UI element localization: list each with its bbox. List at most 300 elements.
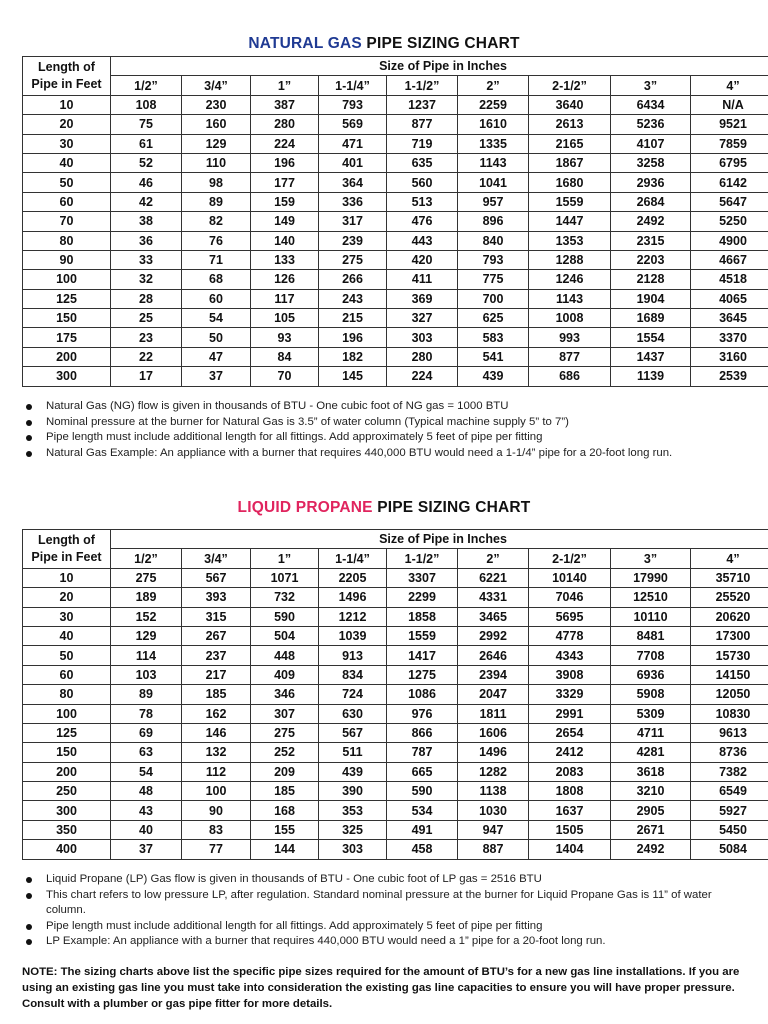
- btu-capacity-cell: 38: [111, 212, 182, 231]
- note-item: [22, 934, 742, 950]
- btu-capacity-cell: 129: [182, 134, 251, 153]
- table-row: [23, 723, 768, 742]
- pipe-length-cell: 200: [23, 347, 111, 366]
- pipe-length-cell: 100: [23, 704, 111, 723]
- pipe-length-cell: 300: [23, 367, 111, 386]
- btu-capacity-cell: 2991: [529, 704, 611, 723]
- pipe-size-header: 3/4”: [182, 76, 251, 95]
- btu-capacity-cell: 196: [251, 153, 319, 172]
- pipe-size-header: 1”: [251, 76, 319, 95]
- btu-capacity-cell: 364: [319, 173, 387, 192]
- btu-capacity-cell: 1288: [529, 250, 611, 269]
- propane-table: [22, 529, 768, 860]
- btu-capacity-cell: 12050: [691, 685, 768, 704]
- bullet-icon: [26, 877, 32, 883]
- pipe-size-header: 4”: [691, 76, 768, 95]
- btu-capacity-cell: 2613: [529, 115, 611, 134]
- pipe-length-cell: 30: [23, 607, 111, 626]
- pipe-length-cell: 10: [23, 568, 111, 587]
- btu-capacity-cell: 15730: [691, 646, 768, 665]
- pipe-size-header-row: [23, 76, 768, 95]
- table-row: [23, 367, 768, 386]
- note-item: [22, 446, 742, 462]
- pipe-size-header: 2”: [458, 549, 529, 568]
- pipe-length-cell: 60: [23, 665, 111, 684]
- btu-capacity-cell: 6936: [611, 665, 691, 684]
- table-row: [23, 762, 768, 781]
- propane-table-body: [23, 568, 768, 859]
- btu-capacity-cell: 5250: [691, 212, 768, 231]
- btu-capacity-cell: 840: [458, 231, 529, 250]
- pipe-size-header-row: [23, 549, 768, 568]
- btu-capacity-cell: 61: [111, 134, 182, 153]
- table-row: [23, 173, 768, 192]
- btu-capacity-cell: 83: [182, 820, 251, 839]
- btu-capacity-cell: 230: [182, 95, 251, 114]
- note-item: [22, 919, 742, 935]
- pipe-size-header: 1-1/4”: [319, 549, 387, 568]
- btu-capacity-cell: 155: [251, 820, 319, 839]
- btu-capacity-cell: 387: [251, 95, 319, 114]
- btu-capacity-cell: 63: [111, 743, 182, 762]
- pipe-length-cell: 40: [23, 626, 111, 645]
- bullet-icon: [26, 924, 32, 930]
- btu-capacity-cell: 117: [251, 289, 319, 308]
- btu-capacity-cell: 224: [387, 367, 458, 386]
- btu-capacity-cell: 1041: [458, 173, 529, 192]
- natural-gas-table: [22, 56, 768, 387]
- btu-capacity-cell: 37: [111, 840, 182, 859]
- btu-capacity-cell: 239: [319, 231, 387, 250]
- btu-capacity-cell: 635: [387, 153, 458, 172]
- btu-capacity-cell: 3370: [691, 328, 768, 347]
- btu-capacity-cell: 54: [182, 309, 251, 328]
- btu-capacity-cell: 1505: [529, 820, 611, 839]
- btu-capacity-cell: 1417: [387, 646, 458, 665]
- btu-capacity-cell: 896: [458, 212, 529, 231]
- btu-capacity-cell: 5309: [611, 704, 691, 723]
- btu-capacity-cell: 2671: [611, 820, 691, 839]
- btu-capacity-cell: 189: [111, 588, 182, 607]
- table-row: [23, 568, 768, 587]
- btu-capacity-cell: 275: [111, 568, 182, 587]
- length-header-line2: Pipe in Feet: [31, 76, 102, 91]
- btu-capacity-cell: 69: [111, 723, 182, 742]
- btu-capacity-cell: 5084: [691, 840, 768, 859]
- btu-capacity-cell: 182: [319, 347, 387, 366]
- propane-notes: [22, 872, 742, 950]
- note-text: This chart refers to low pressure LP, after regulation. Standard nominal pressure at the burner for Liquid Propane Gas is 11” of water column.: [46, 888, 712, 917]
- btu-capacity-cell: 70: [251, 367, 319, 386]
- pipe-size-header: 1-1/4”: [319, 76, 387, 95]
- btu-capacity-cell: 4711: [611, 723, 691, 742]
- btu-capacity-cell: 4331: [458, 588, 529, 607]
- btu-capacity-cell: 583: [458, 328, 529, 347]
- btu-capacity-cell: 1496: [319, 588, 387, 607]
- btu-capacity-cell: 32: [111, 270, 182, 289]
- note-item: [22, 888, 742, 919]
- length-header: [23, 530, 111, 569]
- btu-capacity-cell: 630: [319, 704, 387, 723]
- pipe-length-cell: 50: [23, 173, 111, 192]
- natural-gas-table-body: [23, 95, 768, 386]
- btu-capacity-cell: 6221: [458, 568, 529, 587]
- btu-capacity-cell: 132: [182, 743, 251, 762]
- pipe-length-cell: 50: [23, 646, 111, 665]
- btu-capacity-cell: 47: [182, 347, 251, 366]
- btu-capacity-cell: 1610: [458, 115, 529, 134]
- btu-capacity-cell: 877: [529, 347, 611, 366]
- btu-capacity-cell: 976: [387, 704, 458, 723]
- table-row: [23, 347, 768, 366]
- btu-capacity-cell: 7708: [611, 646, 691, 665]
- size-header: Size of Pipe in Inches: [111, 530, 768, 549]
- btu-capacity-cell: 1275: [387, 665, 458, 684]
- btu-capacity-cell: 105: [251, 309, 319, 328]
- btu-capacity-cell: 1811: [458, 704, 529, 723]
- btu-capacity-cell: 1071: [251, 568, 319, 587]
- btu-capacity-cell: 4107: [611, 134, 691, 153]
- table-row: [23, 289, 768, 308]
- pipe-length-cell: 10: [23, 95, 111, 114]
- btu-capacity-cell: 103: [111, 665, 182, 684]
- table-row: [23, 704, 768, 723]
- btu-capacity-cell: 534: [387, 801, 458, 820]
- btu-capacity-cell: 439: [319, 762, 387, 781]
- btu-capacity-cell: 82: [182, 212, 251, 231]
- pipe-size-header: 3”: [611, 549, 691, 568]
- btu-capacity-cell: 1237: [387, 95, 458, 114]
- btu-capacity-cell: 2259: [458, 95, 529, 114]
- note-item: [22, 872, 742, 888]
- btu-capacity-cell: 84: [251, 347, 319, 366]
- btu-capacity-cell: 40: [111, 820, 182, 839]
- note-text: Pipe length must include additional length for all fittings. Add approximately 5 feet of pipe per fitting: [46, 431, 543, 444]
- btu-capacity-cell: 1143: [458, 153, 529, 172]
- pipe-length-cell: 90: [23, 250, 111, 269]
- btu-capacity-cell: 6142: [691, 173, 768, 192]
- btu-capacity-cell: 162: [182, 704, 251, 723]
- note-item: [22, 430, 742, 446]
- btu-capacity-cell: 560: [387, 173, 458, 192]
- btu-capacity-cell: 6549: [691, 782, 768, 801]
- btu-capacity-cell: 5927: [691, 801, 768, 820]
- btu-capacity-cell: 700: [458, 289, 529, 308]
- btu-capacity-cell: 2165: [529, 134, 611, 153]
- btu-capacity-cell: 315: [182, 607, 251, 626]
- btu-capacity-cell: 152: [111, 607, 182, 626]
- btu-capacity-cell: 1559: [387, 626, 458, 645]
- btu-capacity-cell: 887: [458, 840, 529, 859]
- btu-capacity-cell: 275: [251, 723, 319, 742]
- btu-capacity-cell: 2684: [611, 192, 691, 211]
- btu-capacity-cell: 5236: [611, 115, 691, 134]
- btu-capacity-cell: 317: [319, 212, 387, 231]
- btu-capacity-cell: 957: [458, 192, 529, 211]
- note-text: Pipe length must include additional length for all fittings. Add approximately 5 feet of pipe per fitting: [46, 919, 543, 932]
- length-header-line1: Length of: [38, 532, 95, 547]
- btu-capacity-cell: 1496: [458, 743, 529, 762]
- btu-capacity-cell: 90: [182, 801, 251, 820]
- btu-capacity-cell: 513: [387, 192, 458, 211]
- btu-capacity-cell: 1335: [458, 134, 529, 153]
- btu-capacity-cell: 5647: [691, 192, 768, 211]
- pipe-length-cell: 40: [23, 153, 111, 172]
- note-text: Natural Gas Example: An appliance with a burner that requires 440,000 BTU would need a 1-1/4” pipe for a 20-foot long run.: [46, 446, 673, 459]
- btu-capacity-cell: 877: [387, 115, 458, 134]
- btu-capacity-cell: 411: [387, 270, 458, 289]
- table-row: [23, 588, 768, 607]
- pipe-size-header: 2-1/2”: [529, 76, 611, 95]
- btu-capacity-cell: 1858: [387, 607, 458, 626]
- btu-capacity-cell: 196: [319, 328, 387, 347]
- btu-capacity-cell: 275: [319, 250, 387, 269]
- btu-capacity-cell: 303: [387, 328, 458, 347]
- btu-capacity-cell: 1353: [529, 231, 611, 250]
- btu-capacity-cell: 732: [251, 588, 319, 607]
- btu-capacity-cell: 98: [182, 173, 251, 192]
- btu-capacity-cell: 2394: [458, 665, 529, 684]
- btu-capacity-cell: 793: [458, 250, 529, 269]
- btu-capacity-cell: 185: [182, 685, 251, 704]
- note-text: LP Example: An appliance with a burner that requires 440,000 BTU would need a 1” pipe for a 20-foot long run.: [46, 935, 606, 948]
- pipe-length-cell: 175: [23, 328, 111, 347]
- length-header-line1: Length of: [38, 59, 95, 74]
- table-row: [23, 134, 768, 153]
- btu-capacity-cell: 471: [319, 134, 387, 153]
- btu-capacity-cell: 1139: [611, 367, 691, 386]
- btu-capacity-cell: 569: [319, 115, 387, 134]
- btu-capacity-cell: 1559: [529, 192, 611, 211]
- btu-capacity-cell: 23: [111, 328, 182, 347]
- note-item: [22, 399, 742, 415]
- btu-capacity-cell: 1447: [529, 212, 611, 231]
- pipe-size-header: 1/2”: [111, 76, 182, 95]
- btu-capacity-cell: 28: [111, 289, 182, 308]
- btu-capacity-cell: 2128: [611, 270, 691, 289]
- btu-capacity-cell: 476: [387, 212, 458, 231]
- btu-capacity-cell: 3210: [611, 782, 691, 801]
- btu-capacity-cell: 185: [251, 782, 319, 801]
- btu-capacity-cell: 17: [111, 367, 182, 386]
- btu-capacity-cell: 775: [458, 270, 529, 289]
- natural-gas-title-highlight: NATURAL GAS: [248, 35, 362, 52]
- btu-capacity-cell: 110: [182, 153, 251, 172]
- btu-capacity-cell: 993: [529, 328, 611, 347]
- pipe-length-cell: 60: [23, 192, 111, 211]
- btu-capacity-cell: 1689: [611, 309, 691, 328]
- btu-capacity-cell: 149: [251, 212, 319, 231]
- length-header: [23, 57, 111, 96]
- btu-capacity-cell: 177: [251, 173, 319, 192]
- btu-capacity-cell: 1008: [529, 309, 611, 328]
- btu-capacity-cell: 280: [251, 115, 319, 134]
- btu-capacity-cell: 2083: [529, 762, 611, 781]
- btu-capacity-cell: 1143: [529, 289, 611, 308]
- btu-capacity-cell: 390: [319, 782, 387, 801]
- pipe-length-cell: 150: [23, 743, 111, 762]
- pipe-length-cell: 400: [23, 840, 111, 859]
- bullet-icon: [26, 404, 32, 410]
- table-row: [23, 626, 768, 645]
- btu-capacity-cell: 126: [251, 270, 319, 289]
- btu-capacity-cell: 4065: [691, 289, 768, 308]
- btu-capacity-cell: 3618: [611, 762, 691, 781]
- btu-capacity-cell: 114: [111, 646, 182, 665]
- btu-capacity-cell: 89: [182, 192, 251, 211]
- btu-capacity-cell: 325: [319, 820, 387, 839]
- btu-capacity-cell: 1086: [387, 685, 458, 704]
- btu-capacity-cell: 37: [182, 367, 251, 386]
- btu-capacity-cell: 93: [251, 328, 319, 347]
- btu-capacity-cell: 448: [251, 646, 319, 665]
- btu-capacity-cell: 267: [182, 626, 251, 645]
- table-row: [23, 192, 768, 211]
- table-row: [23, 328, 768, 347]
- btu-capacity-cell: 54: [111, 762, 182, 781]
- btu-capacity-cell: 75: [111, 115, 182, 134]
- btu-capacity-cell: 1606: [458, 723, 529, 742]
- btu-capacity-cell: 1808: [529, 782, 611, 801]
- btu-capacity-cell: 252: [251, 743, 319, 762]
- btu-capacity-cell: N/A: [691, 95, 768, 114]
- btu-capacity-cell: 353: [319, 801, 387, 820]
- btu-capacity-cell: 140: [251, 231, 319, 250]
- btu-capacity-cell: 20620: [691, 607, 768, 626]
- propane-title-rest: PIPE SIZING CHART: [372, 499, 531, 516]
- btu-capacity-cell: 504: [251, 626, 319, 645]
- table-row: [23, 665, 768, 684]
- table-row: [23, 743, 768, 762]
- btu-capacity-cell: 3160: [691, 347, 768, 366]
- bullet-icon: [26, 451, 32, 457]
- btu-capacity-cell: 793: [319, 95, 387, 114]
- pipe-length-cell: 70: [23, 212, 111, 231]
- btu-capacity-cell: 2205: [319, 568, 387, 587]
- btu-capacity-cell: 1138: [458, 782, 529, 801]
- btu-capacity-cell: 2992: [458, 626, 529, 645]
- btu-capacity-cell: 2299: [387, 588, 458, 607]
- btu-capacity-cell: 9613: [691, 723, 768, 742]
- btu-capacity-cell: 719: [387, 134, 458, 153]
- btu-capacity-cell: 4900: [691, 231, 768, 250]
- table-row: [23, 115, 768, 134]
- btu-capacity-cell: 834: [319, 665, 387, 684]
- table-row: [23, 685, 768, 704]
- btu-capacity-cell: 17990: [611, 568, 691, 587]
- pipe-size-header: 1”: [251, 549, 319, 568]
- btu-capacity-cell: 1030: [458, 801, 529, 820]
- pipe-length-cell: 150: [23, 309, 111, 328]
- btu-capacity-cell: 1680: [529, 173, 611, 192]
- pipe-length-cell: 350: [23, 820, 111, 839]
- btu-capacity-cell: 303: [319, 840, 387, 859]
- btu-capacity-cell: 9521: [691, 115, 768, 134]
- btu-capacity-cell: 2492: [611, 212, 691, 231]
- btu-capacity-cell: 4778: [529, 626, 611, 645]
- btu-capacity-cell: 7859: [691, 134, 768, 153]
- table-row: [23, 250, 768, 269]
- table-row: [23, 646, 768, 665]
- pipe-size-header: 2-1/2”: [529, 549, 611, 568]
- btu-capacity-cell: 590: [387, 782, 458, 801]
- btu-capacity-cell: 43: [111, 801, 182, 820]
- btu-capacity-cell: 2315: [611, 231, 691, 250]
- btu-capacity-cell: 50: [182, 328, 251, 347]
- btu-capacity-cell: 3908: [529, 665, 611, 684]
- btu-capacity-cell: 2492: [611, 840, 691, 859]
- table-row: [23, 309, 768, 328]
- btu-capacity-cell: 541: [458, 347, 529, 366]
- btu-capacity-cell: 2654: [529, 723, 611, 742]
- btu-capacity-cell: 133: [251, 250, 319, 269]
- btu-capacity-cell: 48: [111, 782, 182, 801]
- pipe-length-cell: 80: [23, 685, 111, 704]
- table-row: [23, 607, 768, 626]
- btu-capacity-cell: 4343: [529, 646, 611, 665]
- btu-capacity-cell: 787: [387, 743, 458, 762]
- btu-capacity-cell: 100: [182, 782, 251, 801]
- btu-capacity-cell: 25: [111, 309, 182, 328]
- btu-capacity-cell: 10110: [611, 607, 691, 626]
- btu-capacity-cell: 2047: [458, 685, 529, 704]
- btu-capacity-cell: 625: [458, 309, 529, 328]
- btu-capacity-cell: 146: [182, 723, 251, 742]
- btu-capacity-cell: 443: [387, 231, 458, 250]
- btu-capacity-cell: 8481: [611, 626, 691, 645]
- btu-capacity-cell: 68: [182, 270, 251, 289]
- size-header: Size of Pipe in Inches: [111, 57, 768, 76]
- propane-title-highlight: LIQUID PROPANE: [237, 499, 373, 516]
- table-row: [23, 270, 768, 289]
- btu-capacity-cell: 71: [182, 250, 251, 269]
- btu-capacity-cell: 76: [182, 231, 251, 250]
- btu-capacity-cell: 6795: [691, 153, 768, 172]
- pipe-length-cell: 80: [23, 231, 111, 250]
- btu-capacity-cell: 439: [458, 367, 529, 386]
- note-text: Liquid Propane (LP) Gas flow is given in thousands of BTU - One cubic foot of LP gas = 2516 BTU: [46, 873, 542, 885]
- btu-capacity-cell: 10140: [529, 568, 611, 587]
- btu-capacity-cell: 266: [319, 270, 387, 289]
- pipe-length-cell: 125: [23, 723, 111, 742]
- btu-capacity-cell: 567: [182, 568, 251, 587]
- btu-capacity-cell: 52: [111, 153, 182, 172]
- pipe-size-header: 1-1/2”: [387, 549, 458, 568]
- btu-capacity-cell: 46: [111, 173, 182, 192]
- btu-capacity-cell: 2646: [458, 646, 529, 665]
- btu-capacity-cell: 1404: [529, 840, 611, 859]
- btu-capacity-cell: 1554: [611, 328, 691, 347]
- pipe-length-cell: 100: [23, 270, 111, 289]
- pipe-size-header: 3/4”: [182, 549, 251, 568]
- btu-capacity-cell: 511: [319, 743, 387, 762]
- btu-capacity-cell: 160: [182, 115, 251, 134]
- btu-capacity-cell: 665: [387, 762, 458, 781]
- note-text: Natural Gas (NG) flow is given in thousands of BTU - One cubic foot of NG gas = 1000 BTU: [46, 400, 509, 412]
- pipe-length-cell: 250: [23, 782, 111, 801]
- btu-capacity-cell: 22: [111, 347, 182, 366]
- btu-capacity-cell: 2539: [691, 367, 768, 386]
- btu-capacity-cell: 5450: [691, 820, 768, 839]
- btu-capacity-cell: 77: [182, 840, 251, 859]
- btu-capacity-cell: 3307: [387, 568, 458, 587]
- btu-capacity-cell: 1282: [458, 762, 529, 781]
- btu-capacity-cell: 36: [111, 231, 182, 250]
- table-row: [23, 840, 768, 859]
- btu-capacity-cell: 7046: [529, 588, 611, 607]
- btu-capacity-cell: 724: [319, 685, 387, 704]
- btu-capacity-cell: 3329: [529, 685, 611, 704]
